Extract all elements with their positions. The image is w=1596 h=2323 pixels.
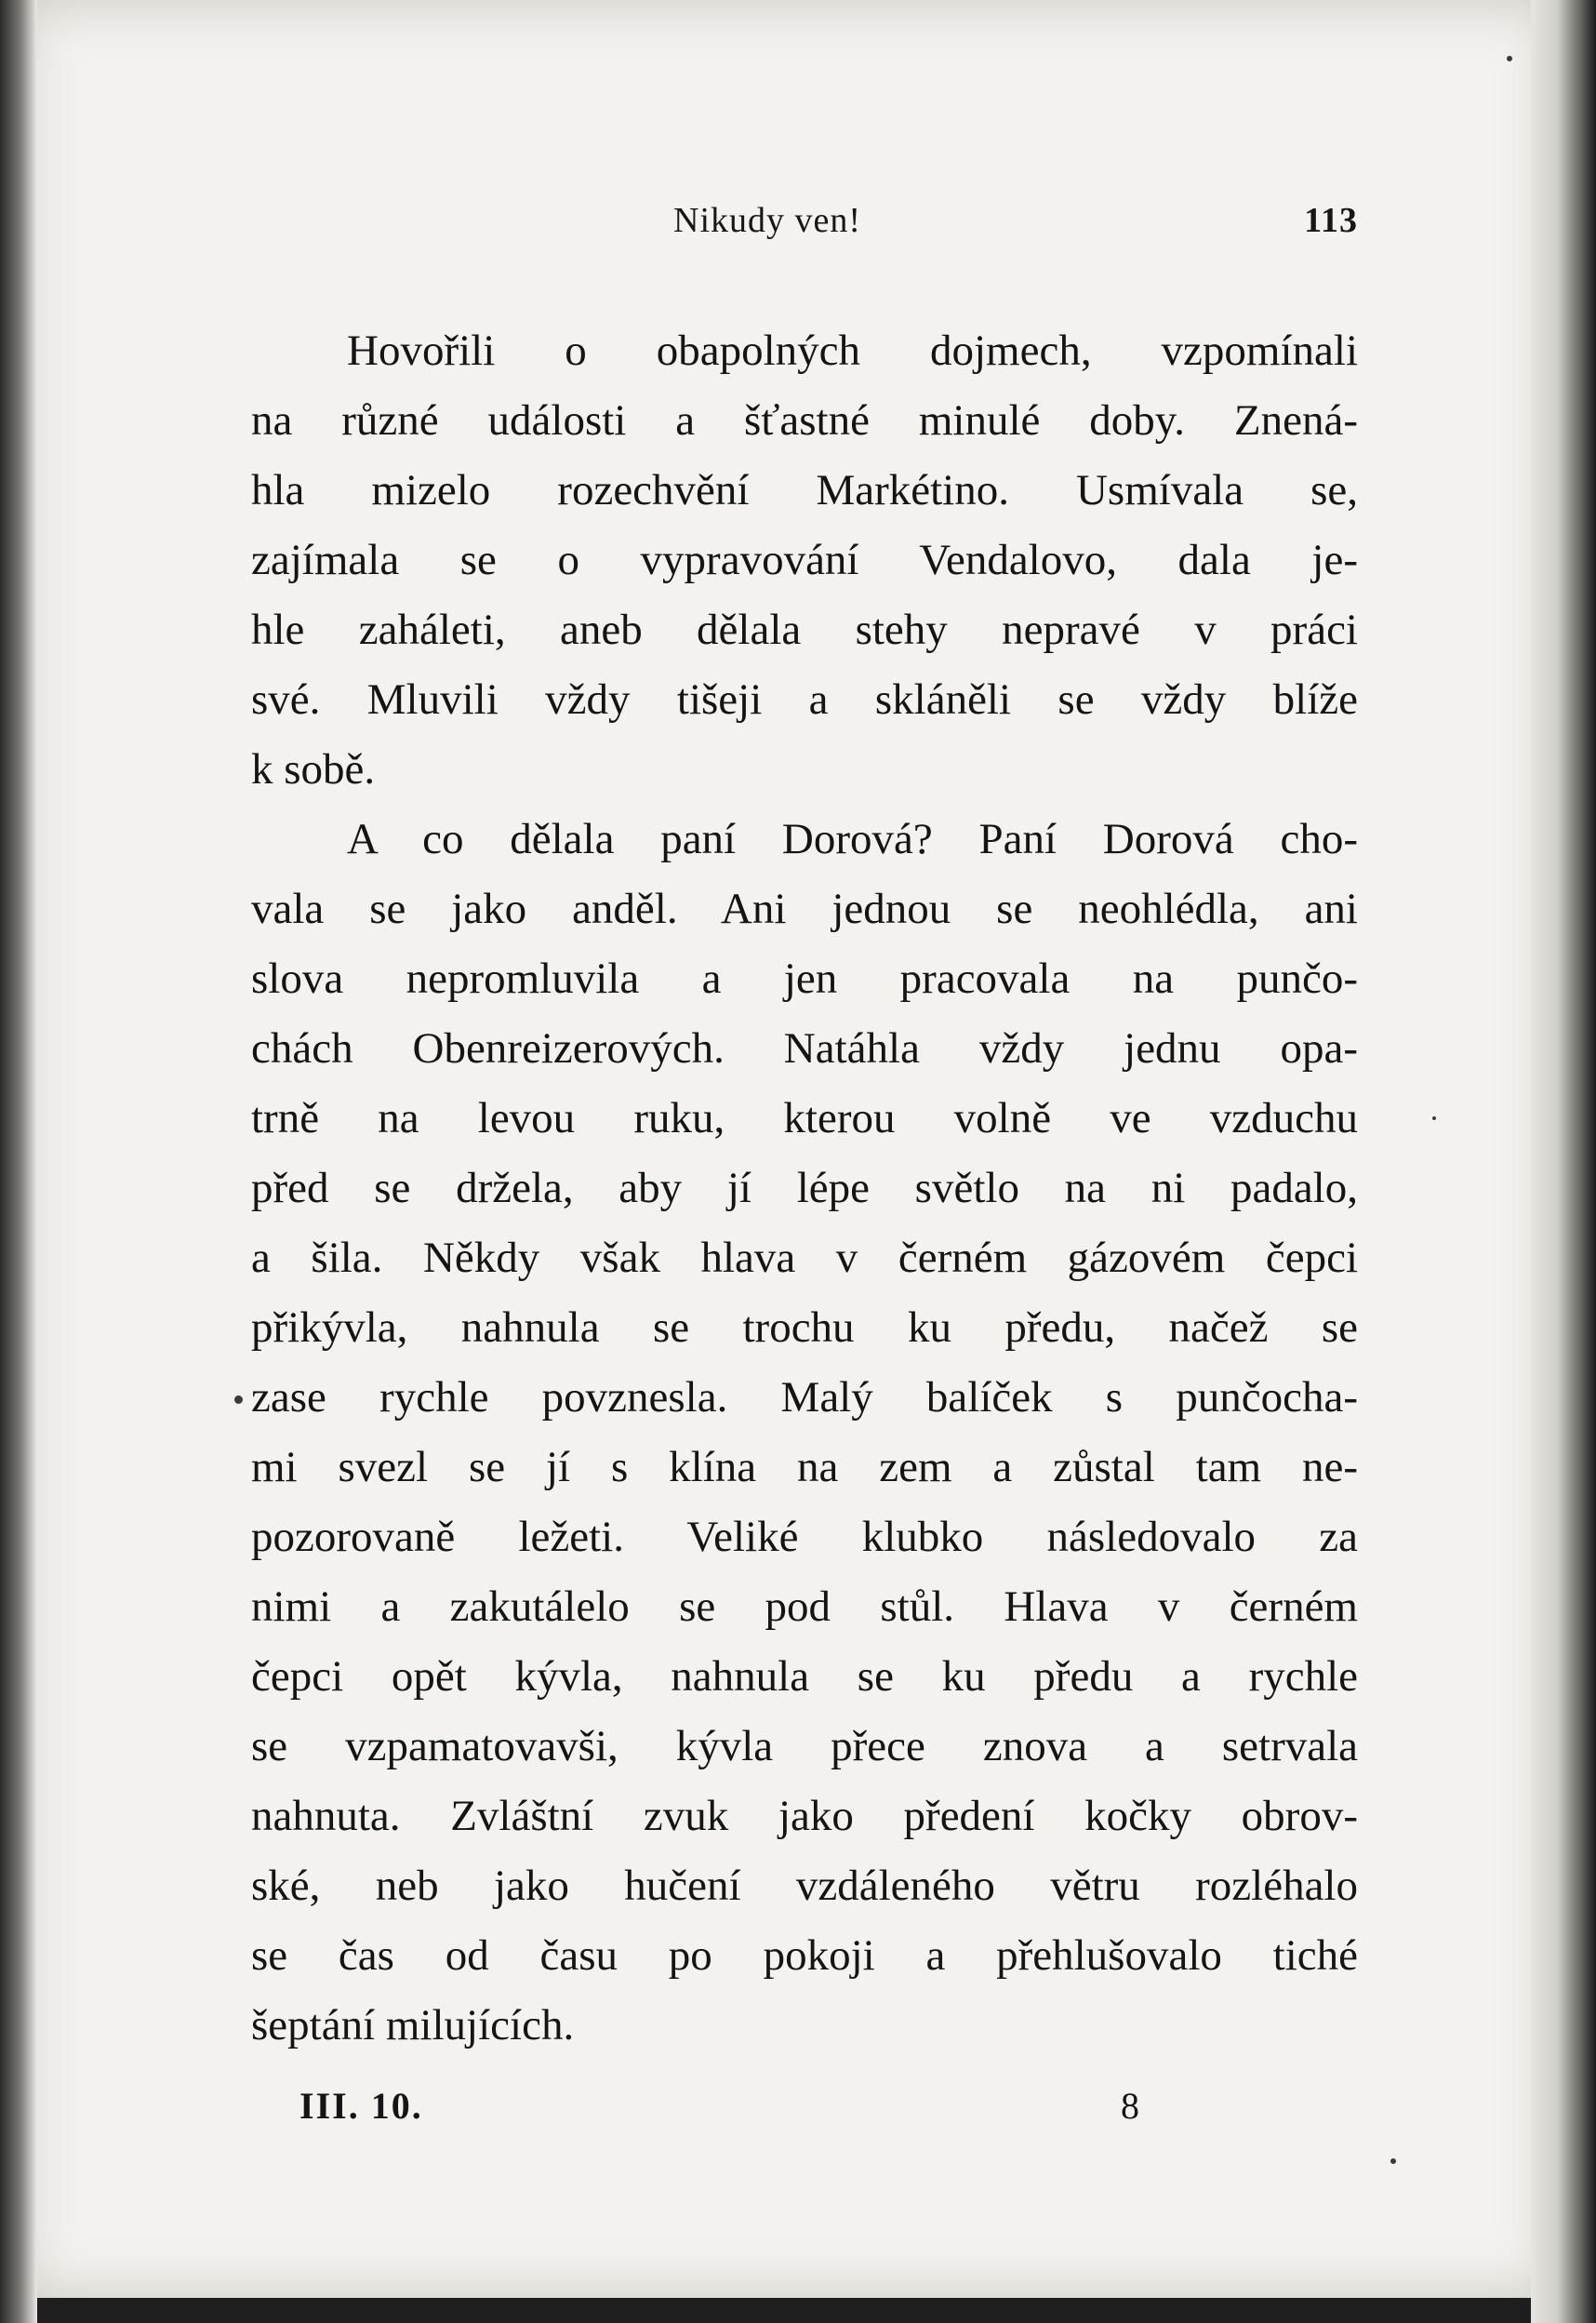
body-text [251,316,1358,2061]
text-line: čepci opět kývla, nahnula se ku předu a rychle [251,1652,1358,1701]
text-line: trně na levou ruku, kterou volně ve vzduchu [251,1094,1358,1142]
text-line: vala se jako anděl. Ani jednou se neohlédla, ani [251,885,1358,933]
text-line: k sobě. [251,745,376,794]
text-line: na různé události a šťastné minulé doby. Znená- [251,396,1358,445]
page-number: 113 [1304,201,1358,240]
text-line: se čas od času po pokoji a přehlušovalo tiché [251,1931,1358,1980]
text-line: přikývla, nahnula se trochu ku předu, načež se [251,1303,1358,1352]
text-line: své. Mluvili vždy tišeji a skláněli se vždy blíže [251,675,1358,724]
text-line: před se držela, aby jí lépe světlo na ni padalo, [251,1164,1358,1212]
text-line: nimi a zakutálelo se pod stůl. Hlava v černém [251,1582,1358,1631]
text-line: pozorovaně ležeti. Veliké klubko následovalo za [251,1513,1358,1561]
text-line: A co dělala paní Dorová? Paní Dorová cho- [347,815,1358,863]
page-right-edge [1531,0,1596,2323]
text-line: mi svezl se jí s klína na zem a zůstal tam ne- [251,1443,1358,1491]
text-line: ské, neb jako hučení vzdáleného větru rozléhalo [251,1862,1358,1910]
page-footer [251,2084,1358,2140]
text-line: zajímala se o vypravování Vendalovo, dala je- [251,536,1358,584]
sheet-number: 8 [1121,2085,1139,2127]
text-line: slova nepromluvila a jen pracovala na punčo- [251,955,1358,1003]
text-line: hla mizelo rozechvění Markétino. Usmívala se, [251,466,1358,514]
dust-speck [1507,56,1512,61]
signature-mark: III. 10. [299,2085,423,2127]
dust-speck [1390,2158,1396,2164]
dust-speck [234,1395,243,1404]
text-line: se vzpamatovavši, kývla přece znova a setrvala [251,1722,1358,1770]
text-line: Hovořili o obapolných dojmech, vzpomínali [347,327,1358,375]
text-line: hle zaháleti, aneb dělala stehy nepravé v práci [251,606,1358,654]
text-line: zase rychle povznesla. Malý balíček s punčocha- [251,1373,1358,1422]
text-line: nahnuta. Zvláštní zvuk jako předení kočky obrov- [251,1792,1358,1840]
text-line: šeptání milujících. [251,2001,575,2049]
page-left-edge [0,0,37,2323]
dust-speck [1432,1116,1436,1120]
running-title: Nikudy ven! [673,201,862,240]
running-head [251,200,1358,256]
text-line: a šila. Někdy však hlava v černém gázovém čepci [251,1234,1358,1282]
text-line: chách Obenreizerových. Natáhla vždy jednu opa- [251,1024,1358,1073]
paragraph-2 [251,805,1358,2061]
paragraph-1 [251,316,1358,805]
